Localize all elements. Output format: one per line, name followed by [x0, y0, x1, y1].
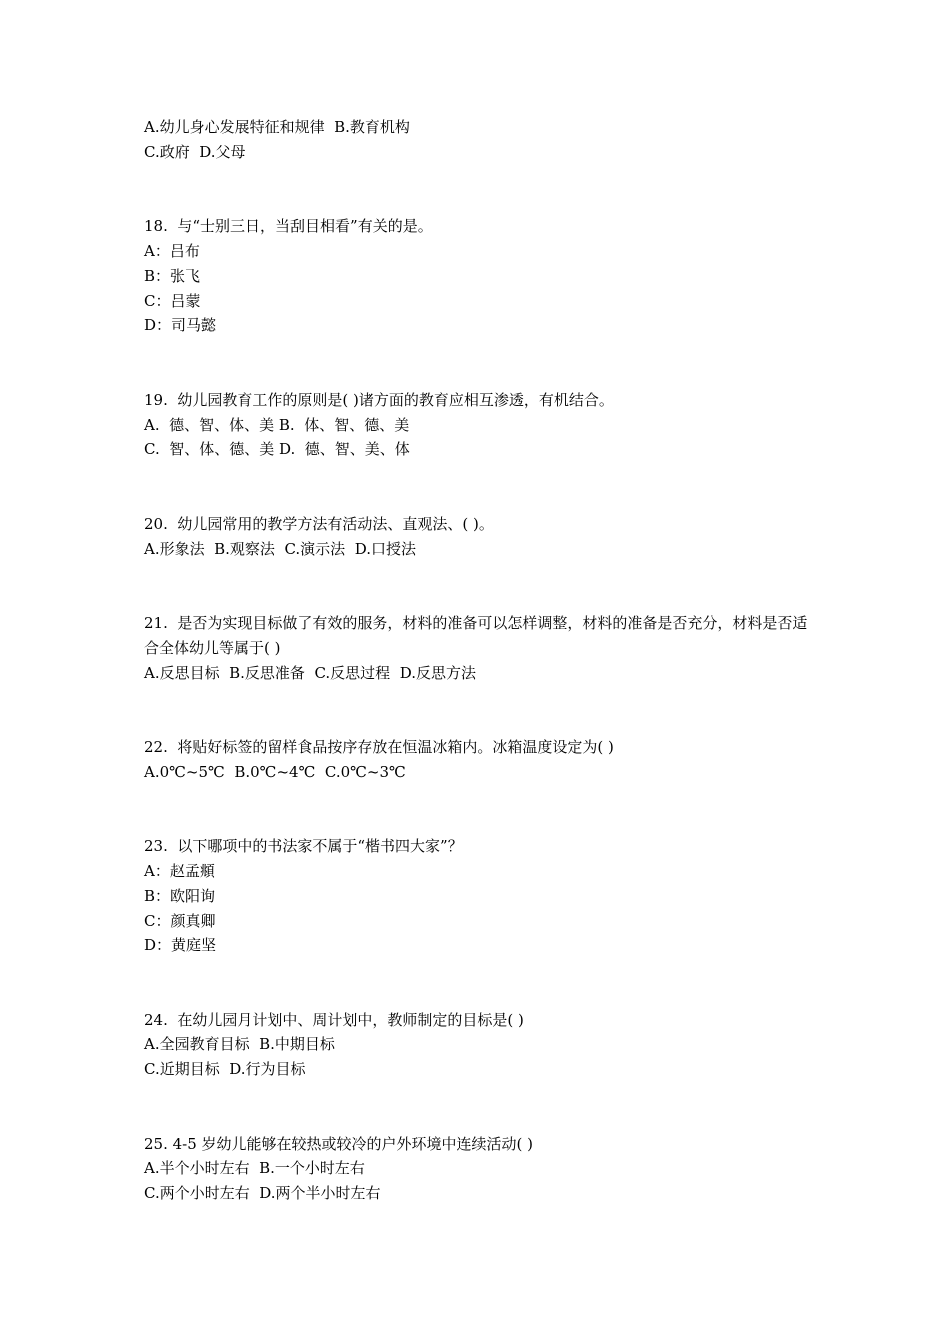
option-line: C.近期目标 D.行为目标	[144, 1060, 306, 1079]
question-text: 18. 与“士别三日，当刮目相看”有关的是。	[144, 217, 433, 236]
spacer	[144, 561, 814, 611]
option-line: C.政府 D.父母	[144, 142, 246, 161]
spacer	[144, 785, 814, 835]
option-line: A. 德、智、体、美 B. 体、智、德、美	[144, 415, 410, 434]
question-text: 19. 幼儿园教育工作的原则是( )诸方面的教育应相互渗透，有机结合。	[144, 390, 614, 409]
option-line: C：吕蒙	[144, 291, 201, 310]
spacer	[144, 165, 814, 215]
question-block-17-options	[144, 115, 814, 165]
option-line: C.两个小时左右 D.两个半小时左右	[144, 1184, 381, 1203]
question-text: 21. 是否为实现目标做了有效的服务，材料的准备可以怎样调整，材料的准备是否充分，材料是否适合全体幼儿等属于( )	[144, 613, 808, 657]
question-block-22	[144, 735, 814, 785]
question-block-21	[144, 611, 814, 685]
option-line: D：司马懿	[144, 316, 217, 335]
question-block-20	[144, 512, 814, 562]
spacer	[144, 958, 814, 1008]
option-line: A.幼儿身心发展特征和规律 B.教育机构	[144, 118, 410, 136]
question-block-18	[144, 214, 814, 338]
option-line: A.形象法 B.观察法 C.演示法 D.口授法	[144, 539, 416, 558]
question-list	[144, 115, 814, 1206]
question-text: 22. 将贴好标签的留样食品按序存放在恒温冰箱内。冰箱温度设定为( )	[144, 737, 614, 756]
question-text: 23. 以下哪项中的书法家不属于“楷书四大家”？	[144, 837, 463, 856]
option-line: A.全园教育目标 B.中期目标	[144, 1035, 335, 1054]
option-line: A.0℃~5℃ B.0℃~4℃ C.0℃~3℃	[144, 762, 406, 781]
option-line: B：欧阳询	[144, 886, 216, 905]
question-block-23	[144, 834, 814, 958]
option-line: A：赵孟頫	[144, 861, 215, 880]
option-line: A.半个小时左右 B.一个小时左右	[144, 1159, 365, 1178]
spacer	[144, 338, 814, 388]
spacer	[144, 685, 814, 735]
question-block-24	[144, 1008, 814, 1082]
option-line: A.反思目标 B.反思准备 C.反思过程 D.反思方法	[144, 663, 476, 682]
question-text: 24. 在幼儿园月计划中、周计划中，教师制定的目标是( )	[144, 1010, 524, 1029]
question-block-19	[144, 388, 814, 462]
option-line: D：黄庭坚	[144, 936, 217, 955]
question-block-25	[144, 1132, 814, 1206]
option-line: A：吕布	[144, 241, 200, 260]
option-line: C：颜真卿	[144, 911, 216, 930]
option-line: C. 智、体、德、美 D. 德、智、美、体	[144, 440, 410, 459]
option-line: B：张飞	[144, 266, 201, 285]
spacer	[144, 462, 814, 512]
spacer	[144, 1082, 814, 1132]
question-text: 20. 幼儿园常用的教学方法有活动法、直观法、( )。	[144, 514, 494, 533]
question-text: 25. 4-5 岁幼儿能够在较热或较冷的户外环境中连续活动( )	[144, 1134, 534, 1153]
